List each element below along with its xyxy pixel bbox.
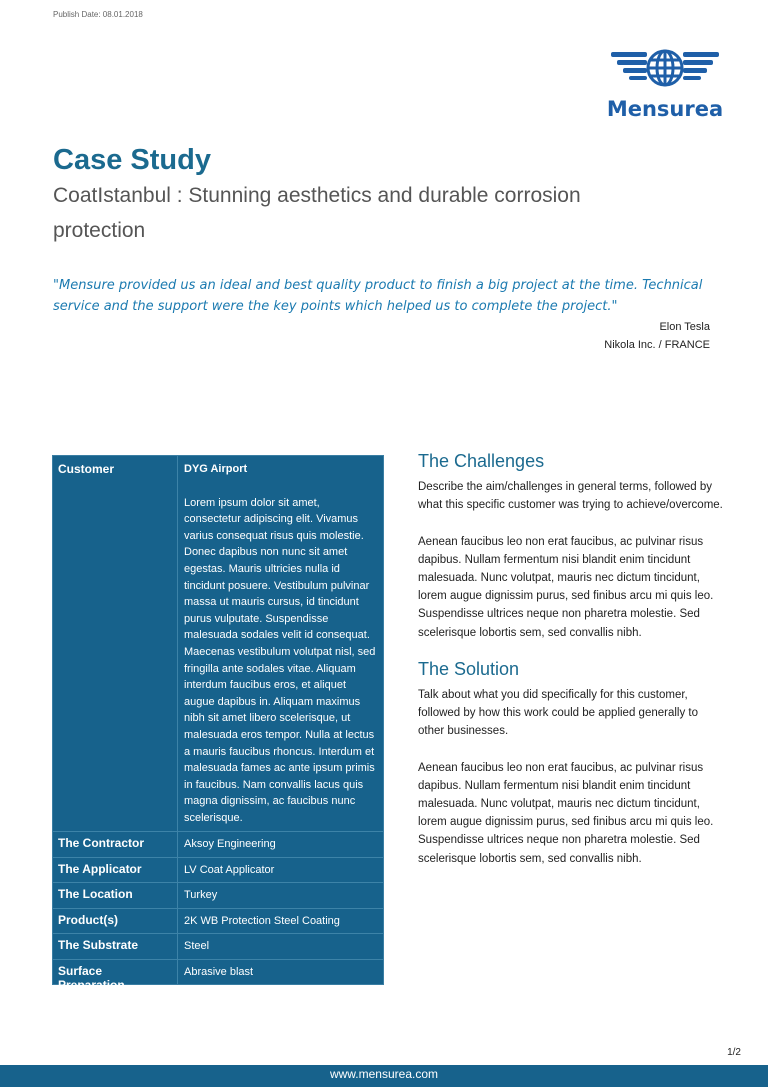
row-value: Abrasive blast — [184, 965, 254, 978]
customer-name: DYG Airport — [184, 463, 248, 475]
author-name: Elon Tesla — [659, 321, 710, 333]
solution-body: Aenean faucibus leo non erat faucibus, ac pulvinar risus dapibus. Nullam fermentum nisi blandit enim tincidunt malesuada. Nunc volutpat, mauris nec dictum tincidunt, lorem augue dignissim purus, sed finibus arcu mi quis leo. Suspendisse ultrices neque non pharetra molestie. Sed scelerisque lobortis sem, sed convallis nibh. — [418, 761, 714, 865]
testimonial-quote: "Mensure provided us an ideal and best quality product to finish a big project at the time. Technical service and the support were the key points which helped us to complete the project." — [53, 278, 703, 314]
table-row — [53, 857, 383, 883]
project-details-table — [52, 455, 384, 992]
page-subtitle: CoatIstanbul : Stunning aesthetics and durable corrosion protection — [53, 184, 581, 242]
challenges-heading: The Challenges — [418, 451, 545, 471]
row-label: Product(s) — [53, 909, 178, 934]
logo — [600, 48, 730, 121]
row-value: 2K WB Protection Steel Coating — [184, 914, 340, 927]
table-row — [53, 831, 383, 857]
row-label: The Substrate — [53, 934, 178, 959]
row-label: Customer — [53, 456, 178, 831]
row-label: The Contractor — [53, 832, 178, 857]
table-row-customer — [53, 456, 383, 831]
customer-description: Lorem ipsum dolor sit amet, consectetur adipiscing elit. Vivamus varius consequat risus quis molestie. Donec dapibus non nunc sit amet egestas. Mauris ultricies nulla id tincidunt posuere. Vestibulum pulvinar massa ut mauris cursus, id tincidunt purus vulputate. Suspendisse malesuada sodales velit id consequat. Maecenas vestibulum volutpat nisl, sed fringilla ante sodales vitae. Aliquam interdum faucibus eros, et aliquet augue dapibus in. Aliquam maximus nibh sit amet libero scelerisque, ut malesuada eros tempor. Nulla at lectus a mauris faucibus rhoncus. Interdum et malesuada fames ac ante ipsum primis in faucibus. Nam convallis lacus quis magna dignissim, ac faucibus nunc scelerisque. — [184, 496, 376, 824]
challenges-body: Aenean faucibus leo non erat faucibus, ac pulvinar risus dapibus. Nullam fermentum nisi blandit enim tincidunt malesuada. Nunc volutpat, mauris nec dictum tincidunt, lorem augue dignissim purus, sed finibus arcu mi quis leo. Suspendisse ultrices neque non pharetra molestie. Sed scelerisque lobortis sem, sed convallis nibh. — [418, 535, 714, 639]
solution-heading: The Solution — [418, 658, 520, 679]
table-row — [53, 882, 383, 908]
quote-author — [604, 318, 710, 354]
author-company: Nikola Inc. / FRANCE — [604, 339, 710, 351]
table-row — [53, 933, 383, 959]
row-label: The Location — [53, 883, 178, 908]
footer-url-link[interactable]: www.mensurea.com — [329, 1067, 439, 1081]
logo-text: Mensurea — [606, 97, 724, 121]
table-row — [53, 959, 383, 992]
table-row — [53, 908, 383, 934]
content-column — [418, 452, 723, 886]
winged-globe-icon — [609, 48, 721, 90]
row-label: Surface Preparation — [53, 960, 178, 985]
publish-date: Publish Date: 08.01.2018 — [53, 10, 143, 19]
row-value: LV Coat Applicator — [184, 863, 275, 876]
row-value: Turkey — [184, 889, 218, 902]
page-title: Case Study — [53, 144, 211, 176]
row-value: Aksoy Engineering — [184, 838, 276, 851]
footer-bar — [0, 1065, 768, 1087]
row-label: The Applicator — [53, 858, 178, 883]
challenges-intro: Describe the aim/challenges in general terms, followed by what this specific customer was trying to achieve/overcome. — [418, 481, 723, 512]
solution-intro: Talk about what you did specifically for this customer, followed by how this work could be applied generally to other businesses. — [418, 689, 698, 738]
page-number: 1/2 — [727, 1047, 741, 1058]
row-value: Steel — [184, 940, 210, 953]
